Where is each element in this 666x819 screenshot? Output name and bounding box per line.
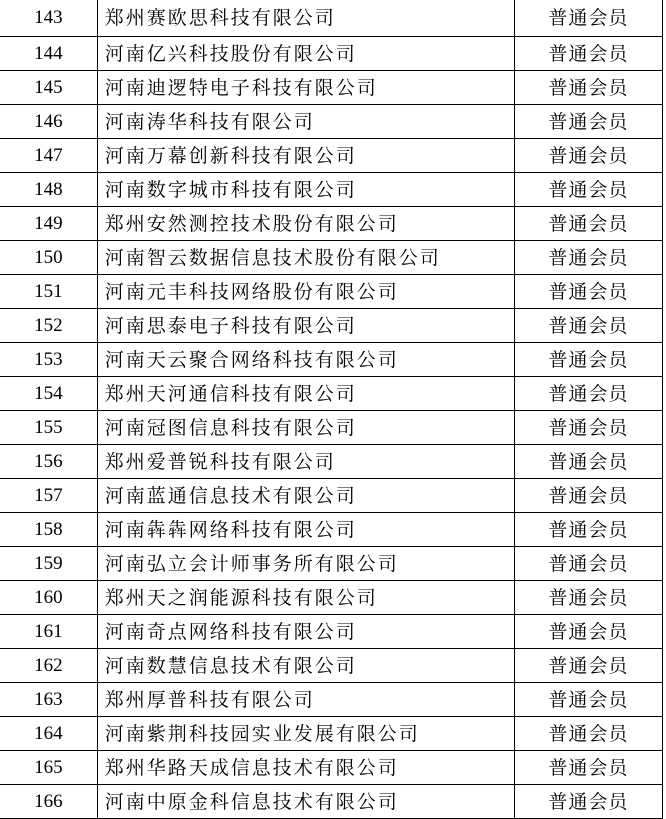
table-row bbox=[0, 683, 663, 717]
member-number: 150 bbox=[0, 241, 97, 275]
member-company-name: 河南中原金科信息技术有限公司 bbox=[97, 785, 514, 819]
member-number: 153 bbox=[0, 343, 97, 377]
table-row bbox=[0, 615, 663, 649]
table-row bbox=[0, 479, 663, 513]
member-type: 普通会员 bbox=[514, 275, 662, 309]
member-company-name: 河南涛华科技有限公司 bbox=[97, 105, 514, 139]
member-number: 164 bbox=[0, 717, 97, 751]
member-company-name: 河南紫荆科技园实业发展有限公司 bbox=[97, 717, 514, 751]
member-type: 普通会员 bbox=[514, 615, 662, 649]
member-company-name: 郑州爱普锐科技有限公司 bbox=[97, 445, 514, 479]
member-type: 普通会员 bbox=[514, 479, 662, 513]
member-company-name: 河南天云聚合网络科技有限公司 bbox=[97, 343, 514, 377]
member-number: 165 bbox=[0, 751, 97, 785]
member-company-name: 河南奇点网络科技有限公司 bbox=[97, 615, 514, 649]
table-row bbox=[0, 649, 663, 683]
table-row bbox=[0, 445, 663, 479]
member-company-name: 河南犇犇网络科技有限公司 bbox=[97, 513, 514, 547]
table-row bbox=[0, 785, 663, 819]
member-type: 普通会员 bbox=[514, 411, 662, 445]
table-row bbox=[0, 547, 663, 581]
member-type: 普通会员 bbox=[514, 683, 662, 717]
member-number: 160 bbox=[0, 581, 97, 615]
member-company-name: 河南弘立会计师事务所有限公司 bbox=[97, 547, 514, 581]
table-row bbox=[0, 139, 663, 173]
table-row bbox=[0, 105, 663, 139]
member-company-name: 郑州天之润能源科技有限公司 bbox=[97, 581, 514, 615]
table-row bbox=[0, 241, 663, 275]
member-company-name: 河南元丰科技网络股份有限公司 bbox=[97, 275, 514, 309]
member-number: 147 bbox=[0, 139, 97, 173]
member-number: 143 bbox=[0, 0, 97, 37]
table-row bbox=[0, 71, 663, 105]
member-type: 普通会员 bbox=[514, 717, 662, 751]
member-company-name: 郑州天河通信科技有限公司 bbox=[97, 377, 514, 411]
member-type: 普通会员 bbox=[514, 105, 662, 139]
member-number: 156 bbox=[0, 445, 97, 479]
table-row bbox=[0, 275, 663, 309]
member-type: 普通会员 bbox=[514, 241, 662, 275]
table-row bbox=[0, 751, 663, 785]
member-type: 普通会员 bbox=[514, 37, 662, 71]
member-type: 普通会员 bbox=[514, 343, 662, 377]
member-type: 普通会员 bbox=[514, 309, 662, 343]
table-row bbox=[0, 0, 663, 37]
table-row bbox=[0, 377, 663, 411]
table-row bbox=[0, 309, 663, 343]
member-number: 145 bbox=[0, 71, 97, 105]
member-type: 普通会员 bbox=[514, 513, 662, 547]
member-number: 161 bbox=[0, 615, 97, 649]
member-number: 162 bbox=[0, 649, 97, 683]
member-company-name: 河南智云数据信息技术股份有限公司 bbox=[97, 241, 514, 275]
table-row bbox=[0, 207, 663, 241]
member-type: 普通会员 bbox=[514, 547, 662, 581]
member-number: 151 bbox=[0, 275, 97, 309]
member-type: 普通会员 bbox=[514, 445, 662, 479]
member-number: 157 bbox=[0, 479, 97, 513]
member-type: 普通会员 bbox=[514, 377, 662, 411]
member-company-name: 郑州厚普科技有限公司 bbox=[97, 683, 514, 717]
member-number: 155 bbox=[0, 411, 97, 445]
member-company-name: 河南思泰电子科技有限公司 bbox=[97, 309, 514, 343]
member-number: 154 bbox=[0, 377, 97, 411]
member-type: 普通会员 bbox=[514, 751, 662, 785]
member-number: 152 bbox=[0, 309, 97, 343]
member-type: 普通会员 bbox=[514, 0, 662, 37]
member-company-name: 郑州安然测控技术股份有限公司 bbox=[97, 207, 514, 241]
member-type: 普通会员 bbox=[514, 71, 662, 105]
member-company-name: 河南万幕创新科技有限公司 bbox=[97, 139, 514, 173]
member-company-name: 河南数字城市科技有限公司 bbox=[97, 173, 514, 207]
member-company-name: 河南冠图信息科技有限公司 bbox=[97, 411, 514, 445]
member-number: 148 bbox=[0, 173, 97, 207]
member-type: 普通会员 bbox=[514, 581, 662, 615]
table-row bbox=[0, 173, 663, 207]
member-number: 149 bbox=[0, 207, 97, 241]
member-number: 146 bbox=[0, 105, 97, 139]
member-type: 普通会员 bbox=[514, 139, 662, 173]
member-number: 144 bbox=[0, 37, 97, 71]
member-number: 166 bbox=[0, 785, 97, 819]
member-type: 普通会员 bbox=[514, 785, 662, 819]
member-company-name: 河南数慧信息技术有限公司 bbox=[97, 649, 514, 683]
table-row bbox=[0, 37, 663, 71]
member-type: 普通会员 bbox=[514, 207, 662, 241]
member-company-name: 郑州华路天成信息技术有限公司 bbox=[97, 751, 514, 785]
member-type: 普通会员 bbox=[514, 649, 662, 683]
table-row bbox=[0, 581, 663, 615]
table-row bbox=[0, 343, 663, 377]
member-company-name: 河南迪逻特电子科技有限公司 bbox=[97, 71, 514, 105]
member-company-name: 郑州赛欧思科技有限公司 bbox=[97, 0, 514, 37]
member-type: 普通会员 bbox=[514, 173, 662, 207]
member-company-name: 河南蓝通信息技术有限公司 bbox=[97, 479, 514, 513]
table-row bbox=[0, 717, 663, 751]
table-row bbox=[0, 513, 663, 547]
member-number: 159 bbox=[0, 547, 97, 581]
member-number: 163 bbox=[0, 683, 97, 717]
member-number: 158 bbox=[0, 513, 97, 547]
table-row bbox=[0, 411, 663, 445]
member-company-name: 河南亿兴科技股份有限公司 bbox=[97, 37, 514, 71]
